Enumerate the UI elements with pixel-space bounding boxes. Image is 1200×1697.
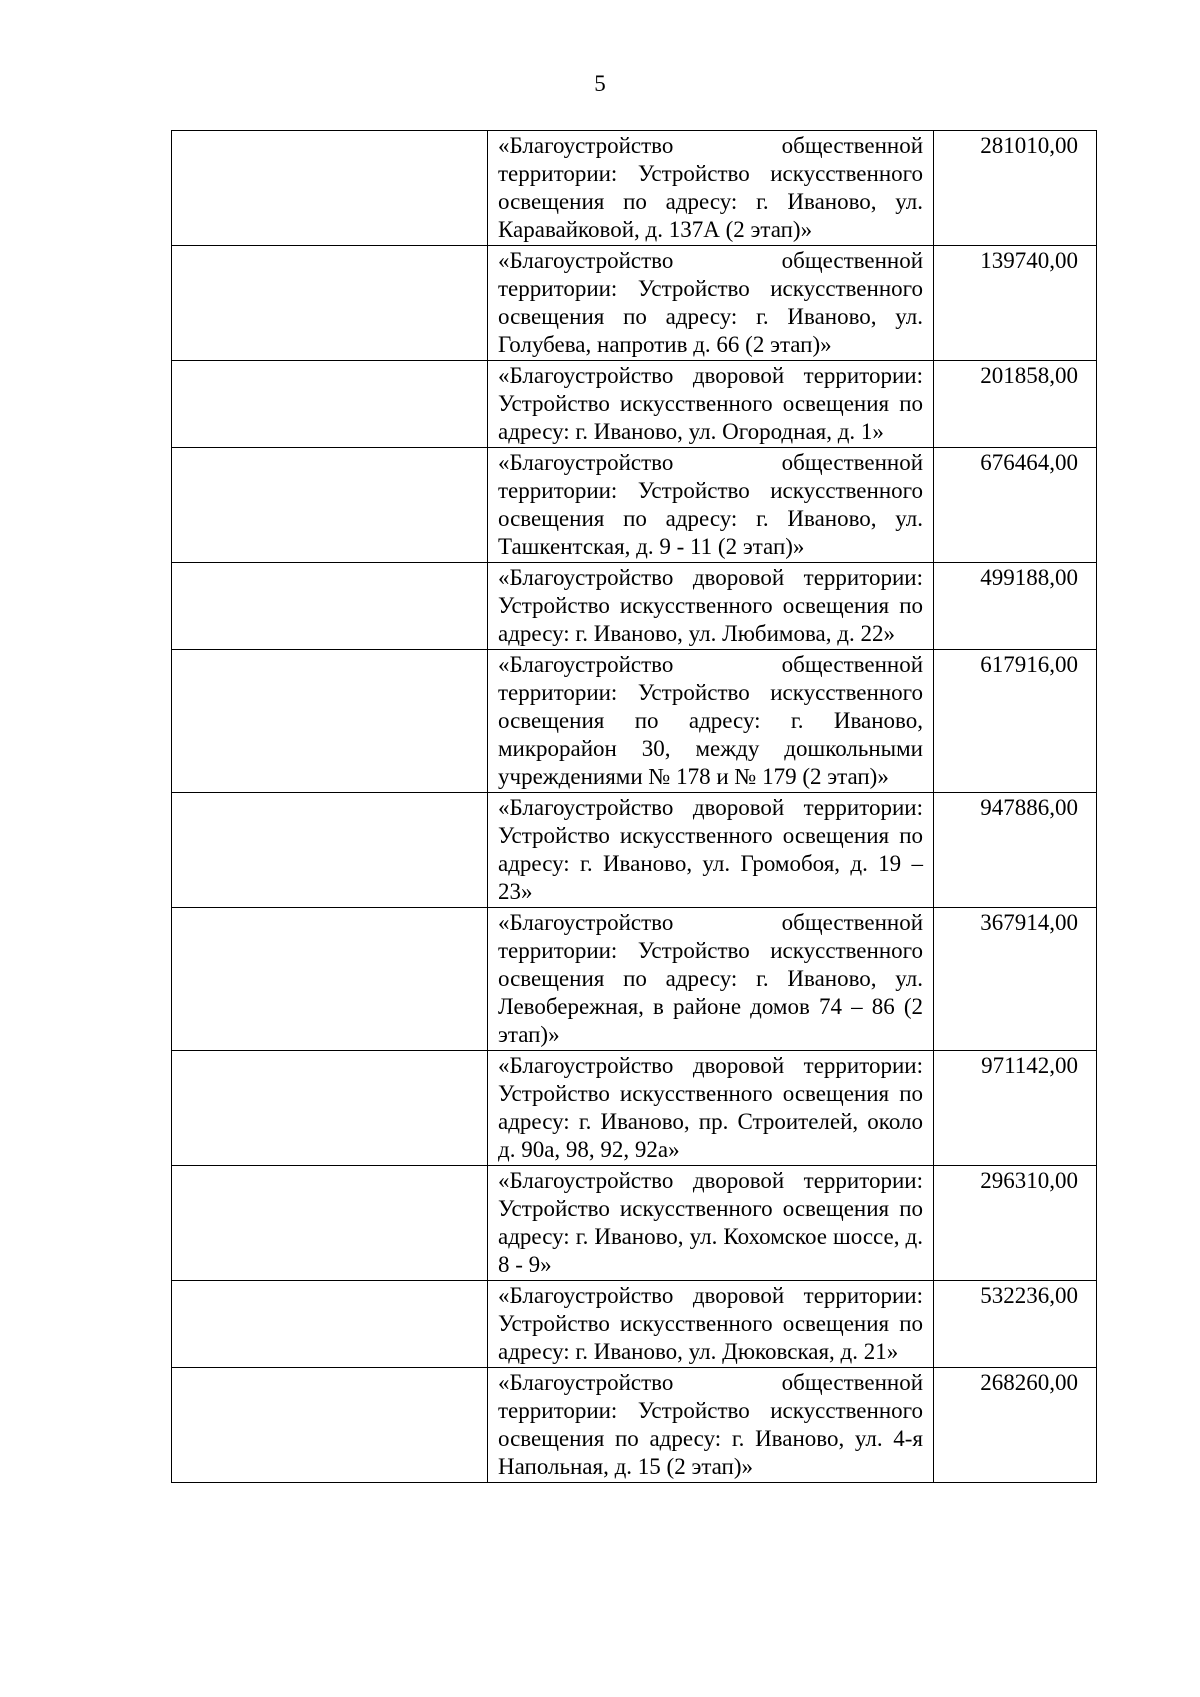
empty-cell: [172, 908, 488, 1051]
empty-cell: [172, 361, 488, 448]
table-body: [172, 131, 1097, 1483]
project-description-cell: «Благоустройство общественной территории: Устройство искусственного освещения по адресу: г. Иваново, ул. Каравайковой, д. 137А (2 этап)»: [488, 131, 934, 246]
empty-cell: [172, 1166, 488, 1281]
amount-cell: 947886,00: [934, 793, 1097, 908]
project-description-cell: «Благоустройство общественной территории: Устройство искусственного освещения по адресу: г. Иваново, ул. Голубева, напротив д. 66 (2 этап)»: [488, 246, 934, 361]
empty-cell: [172, 131, 488, 246]
amount-cell: 676464,00: [934, 448, 1097, 563]
empty-cell: [172, 246, 488, 361]
project-description-cell: «Благоустройство общественной территории: Устройство искусственного освещения по адресу: г. Иваново, ул. Ташкентская, д. 9 - 11 (2 этап)»: [488, 448, 934, 563]
project-description-cell: «Благоустройство дворовой территории: Устройство искусственного освещения по адресу: г. Иваново, ул. Дюковская, д. 21»: [488, 1281, 934, 1368]
table-row: [172, 1166, 1097, 1281]
amount-cell: 281010,00: [934, 131, 1097, 246]
page-number: 5: [594, 71, 606, 96]
project-description-cell: «Благоустройство общественной территории: Устройство искусственного освещения по адресу: г. Иваново, ул. 4-я Напольная, д. 15 (2 этап)»: [488, 1368, 934, 1483]
project-description-cell: «Благоустройство общественной территории: Устройство искусственного освещения по адресу: г. Иваново, ул. Левобережная, в районе домов 74 – 86 (2 этап)»: [488, 908, 934, 1051]
empty-cell: [172, 1051, 488, 1166]
empty-cell: [172, 1368, 488, 1483]
table-row: [172, 650, 1097, 793]
table-row: [172, 246, 1097, 361]
amount-cell: 971142,00: [934, 1051, 1097, 1166]
table-row: [172, 908, 1097, 1051]
amount-cell: 296310,00: [934, 1166, 1097, 1281]
table-row: [172, 1281, 1097, 1368]
project-description-cell: «Благоустройство общественной территории: Устройство искусственного освещения по адресу: г. Иваново, микрорайон 30, между дошкольными учреждениями № 178 и № 179 (2 этап)»: [488, 650, 934, 793]
empty-cell: [172, 793, 488, 908]
table-row: [172, 131, 1097, 246]
project-description-cell: «Благоустройство дворовой территории: Устройство искусственного освещения по адресу: г. Иваново, ул. Кохомское шоссе, д. 8 - 9»: [488, 1166, 934, 1281]
empty-cell: [172, 448, 488, 563]
table-row: [172, 1051, 1097, 1166]
amount-cell: 499188,00: [934, 563, 1097, 650]
table-row: [172, 793, 1097, 908]
table-row: [172, 563, 1097, 650]
amount-cell: 268260,00: [934, 1368, 1097, 1483]
empty-cell: [172, 563, 488, 650]
amount-cell: 139740,00: [934, 246, 1097, 361]
project-description-cell: «Благоустройство дворовой территории: Устройство искусственного освещения по адресу: г. Иваново, ул. Любимова, д. 22»: [488, 563, 934, 650]
table-row: [172, 448, 1097, 563]
table-row: [172, 1368, 1097, 1483]
project-description-cell: «Благоустройство дворовой территории: Устройство искусственного освещения по адресу: г. Иваново, ул. Громобоя, д. 19 – 23»: [488, 793, 934, 908]
funding-table: [171, 130, 1097, 1483]
table-row: [172, 361, 1097, 448]
amount-cell: 201858,00: [934, 361, 1097, 448]
project-description-cell: «Благоустройство дворовой территории: Устройство искусственного освещения по адресу: г. Иваново, ул. Огородная, д. 1»: [488, 361, 934, 448]
amount-cell: 617916,00: [934, 650, 1097, 793]
amount-cell: 532236,00: [934, 1281, 1097, 1368]
amount-cell: 367914,00: [934, 908, 1097, 1051]
empty-cell: [172, 1281, 488, 1368]
project-description-cell: «Благоустройство дворовой территории: Устройство искусственного освещения по адресу: г. Иваново, пр. Строителей, около д. 90а, 98, 92, 92а»: [488, 1051, 934, 1166]
empty-cell: [172, 650, 488, 793]
